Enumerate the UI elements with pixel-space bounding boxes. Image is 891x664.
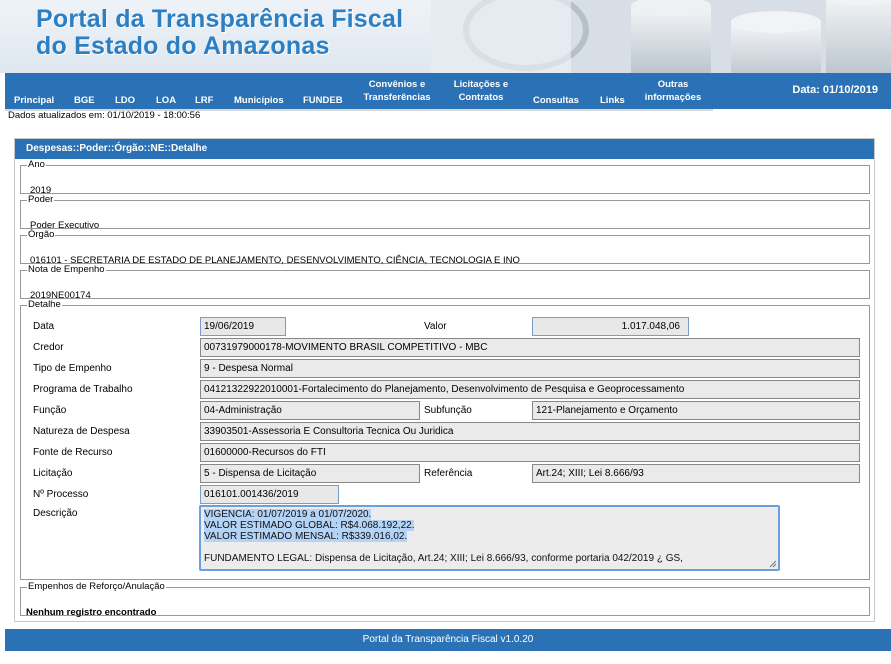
fieldset-nota-empenho: [20, 265, 870, 299]
fieldset-ano: [20, 160, 870, 194]
nav-licitacoes-line1: Licitações e: [453, 79, 509, 90]
fieldset-empenhos: [20, 582, 870, 616]
processo-field: 016101.001436/2019: [200, 485, 339, 504]
panel-title: Despesas::Poder::Órgão::NE::Detalhe: [15, 139, 874, 159]
natureza-label: Natureza de Despesa: [33, 426, 130, 437]
nav-loa[interactable]: LOA: [156, 95, 177, 106]
header-banner: [0, 0, 891, 73]
credor-label: Credor: [33, 342, 64, 353]
nav-outras-line1: Outras: [657, 79, 689, 90]
descricao-label: Descrição: [33, 508, 78, 519]
subfuncao-field: 121-Planejamento e Orçamento: [532, 401, 860, 420]
programa-field: 04121322922010001-Fortalecimento do Planejamento, Desenvolvimento de Pesquisa e Geoprocessamento: [200, 380, 860, 399]
nav-fundeb[interactable]: FUNDEB: [303, 95, 343, 106]
footer-version: Portal da Transparência Fiscal v1.0.20: [5, 629, 891, 651]
licitacao-field: 5 - Dispensa de Licitação: [200, 464, 420, 483]
fonte-label: Fonte de Recurso: [33, 447, 113, 458]
nav-lrf[interactable]: LRF: [195, 95, 214, 106]
fieldset-orgao: [20, 230, 870, 264]
nav-links[interactable]: Links: [600, 95, 625, 106]
poder-value: Poder Executivo: [30, 220, 100, 231]
licitacao-label: Licitação: [33, 468, 73, 479]
programa-label: Programa de Trabalho: [33, 384, 133, 395]
valor-label: Valor: [424, 321, 447, 332]
tipo-empenho-label: Tipo de Empenho: [33, 363, 112, 374]
descricao-line-2: VALOR ESTIMADO GLOBAL: R$4.068.192,22.: [204, 520, 415, 531]
descricao-line-5: FUNDAMENTO LEGAL: Dispensa de Licitação, Art.24; XIII; Lei 8.666/93, conforme portaria 042/2019 ¿ GS,: [204, 553, 683, 564]
empenhos-empty-message: Nenhum registro encontrado: [26, 607, 157, 618]
main-nav: [5, 73, 891, 109]
processo-label: Nº Processo: [33, 489, 89, 500]
detalhe-legend: Detalhe: [28, 299, 61, 310]
nav-convenios-line2: Transferências: [363, 92, 431, 103]
tipo-empenho-field: 9 - Despesa Normal: [200, 359, 860, 378]
current-date: Data: 01/10/2019: [792, 84, 878, 96]
ano-value: 2019: [30, 185, 52, 196]
nav-municipios[interactable]: Municípios: [234, 95, 284, 106]
descricao-textarea[interactable]: [199, 505, 780, 571]
nav-outras-line2: informações: [644, 92, 702, 103]
valor-field: 1.017.048,06: [532, 317, 689, 336]
nav-bge[interactable]: BGE: [74, 95, 95, 106]
referencia-field: Art.24; XIII; Lei 8.666/93: [532, 464, 860, 483]
resize-handle-icon[interactable]: [769, 560, 777, 568]
funcao-label: Função: [33, 405, 67, 416]
data-field: 19/06/2019: [200, 317, 286, 336]
data-label: Data: [33, 321, 55, 332]
fonte-field: 01600000-Recursos do FTI: [200, 443, 860, 462]
nav-convenios[interactable]: [357, 78, 437, 104]
credor-field: 00731979000178-MOVIMENTO BRASIL COMPETITIVO - MBC: [200, 338, 860, 357]
site-title: [36, 6, 403, 60]
nota-value: 2019NE00174: [30, 290, 91, 301]
site-title-line1: Portal da Transparência Fiscal: [36, 5, 404, 33]
subfuncao-label: Subfunção: [424, 405, 472, 416]
nav-principal[interactable]: Principal: [14, 95, 55, 106]
funcao-field: 04-Administração: [200, 401, 420, 420]
fieldset-poder: [20, 195, 870, 229]
natureza-field: 33903501-Assessoria E Consultoria Tecnica Ou Juridica: [200, 422, 860, 441]
descricao-line-1: VIGÊNCIA: 01/07/2019 a 01/07/2020.: [204, 509, 372, 520]
descricao-line-3: VALOR ESTIMADO MENSAL: R$339.016,02.: [204, 531, 408, 542]
empenhos-legend: Empenhos de Reforço/Anulação: [28, 581, 165, 592]
nav-licitacoes[interactable]: [441, 78, 521, 104]
coins-illustration: [431, 0, 891, 73]
referencia-label: Referência: [424, 468, 473, 479]
orgao-legend: Órgão: [28, 229, 55, 240]
nav-consultas[interactable]: Consultas: [533, 95, 579, 106]
last-updated: Dados atualizados em: 01/10/2019 - 18:00:56: [8, 110, 201, 121]
nav-ldo[interactable]: LDO: [115, 95, 136, 106]
poder-legend: Poder: [28, 194, 54, 205]
ano-legend: Ano: [28, 159, 45, 170]
site-title-line2: do Estado do Amazonas: [36, 32, 330, 60]
detail-panel: [14, 138, 875, 622]
nav-licitacoes-line2: Contratos: [458, 92, 504, 103]
orgao-value: 016101 - SECRETARIA DE ESTADO DE PLANEJAMENTO, DESENVOLVIMENTO, CIÊNCIA, TECNOLOGIA E INO: [30, 255, 520, 266]
nota-legend: Nota de Empenho: [28, 264, 105, 275]
nav-outras-informacoes[interactable]: [633, 78, 713, 104]
nav-convenios-line1: Convênios e: [368, 79, 426, 90]
